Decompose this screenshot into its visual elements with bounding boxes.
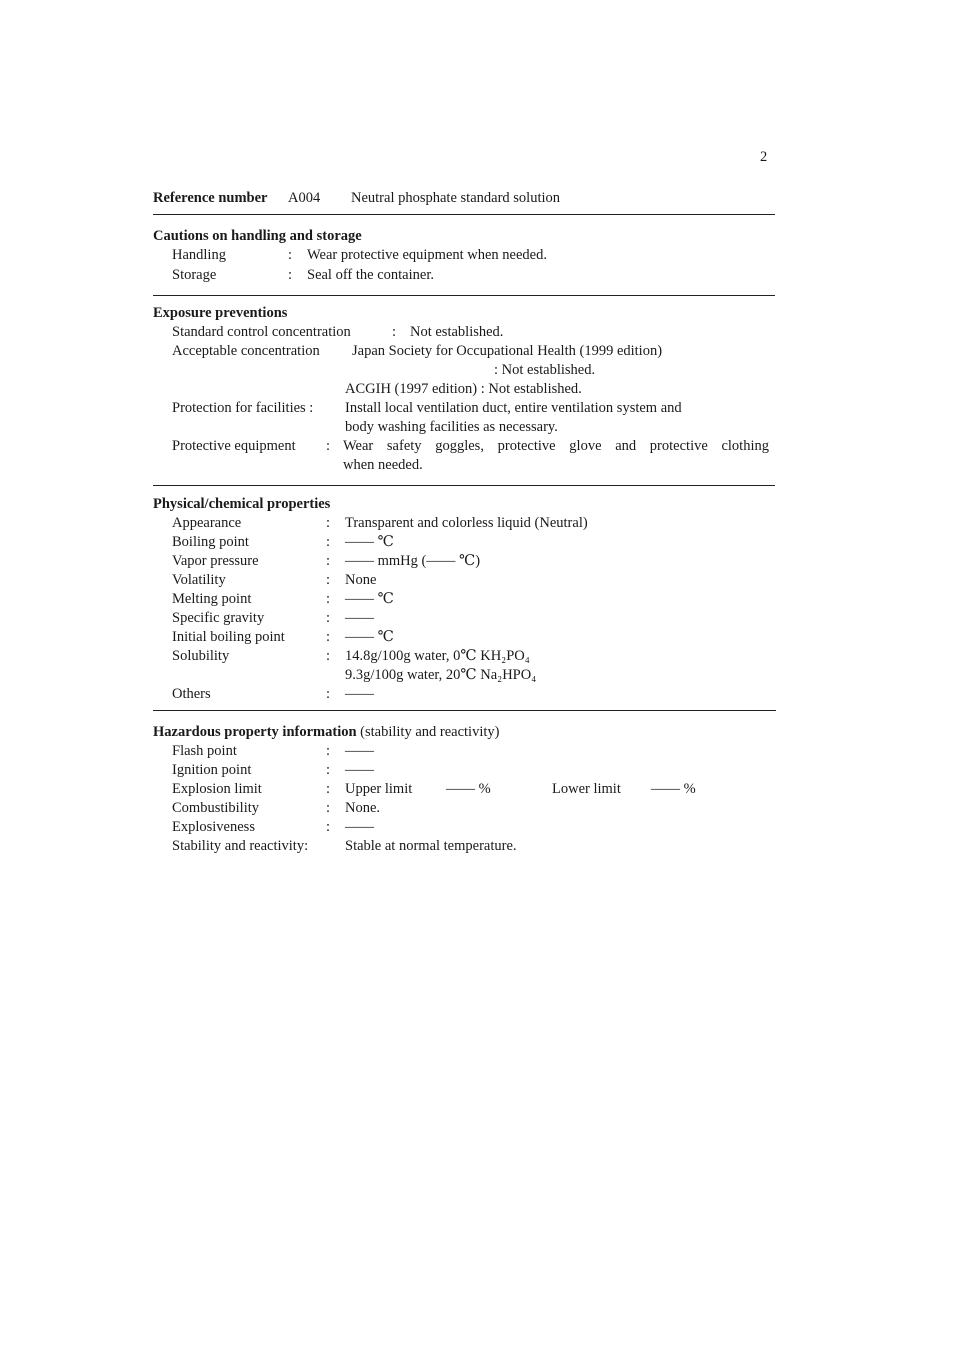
initial-boiling-point-value: —— ℃ — [345, 629, 394, 645]
upper-limit-label: Upper limit — [345, 781, 413, 797]
solubility-label: Solubility — [172, 648, 230, 664]
upper-limit-value: —— % — [446, 781, 491, 797]
protection-facilities-label: Protection for facilities : — [172, 400, 314, 416]
acceptable-concentration-label: Acceptable concentration — [172, 343, 320, 359]
protective-equipment-value-1: Wear safety goggles, protective glove and protective clothing — [343, 438, 769, 454]
reference-number-label: Reference number — [153, 190, 268, 206]
colon: : — [326, 534, 331, 550]
divider — [153, 214, 775, 215]
specific-gravity-label: Specific gravity — [172, 610, 265, 626]
others-value: —— — [345, 686, 374, 702]
colon: : — [326, 819, 331, 835]
stability-reactivity-value: Stable at normal temperature. — [345, 838, 517, 854]
explosion-limit-label: Explosion limit — [172, 781, 262, 797]
colon: : — [326, 591, 331, 607]
solubility-value-1: 14.8g/100g water, 0℃ KH₂PO₄ — [345, 648, 530, 664]
appearance-label: Appearance — [172, 515, 242, 531]
colon: : — [326, 686, 331, 702]
explosiveness-label: Explosiveness — [172, 819, 255, 835]
melting-point-value: —— ℃ — [345, 591, 394, 607]
jsoh-reference: Japan Society for Occupational Health (1999 edition) — [352, 343, 663, 359]
colon: : — [326, 762, 331, 778]
colon: : — [326, 743, 331, 759]
cautions-section-title: Cautions on handling and storage — [153, 228, 362, 244]
handling-label: Handling — [172, 247, 226, 263]
protection-facilities-value-1: Install local ventilation duct, entire ventilation system and — [345, 400, 682, 416]
colon: : — [326, 553, 331, 569]
standard-control-value: Not established. — [410, 324, 504, 340]
volatility-value: None — [345, 572, 377, 588]
colon: : — [288, 267, 293, 283]
hazard-section-title — [153, 723, 499, 742]
flash-point-value: —— — [345, 743, 374, 759]
stability-reactivity-label: Stability and reactivity: — [172, 838, 309, 854]
protection-facilities-value-2: body washing facilities as necessary. — [345, 419, 558, 435]
jsoh-value: : Not established. — [494, 362, 596, 378]
volatility-label: Volatility — [172, 572, 226, 588]
exposure-section-title: Exposure preventions — [153, 305, 288, 321]
standard-control-label: Standard control concentration — [172, 324, 351, 340]
ignition-point-label: Ignition point — [172, 762, 252, 778]
colon: : — [326, 610, 331, 626]
storage-label: Storage — [172, 267, 217, 283]
boiling-point-label: Boiling point — [172, 534, 249, 550]
colon: : — [326, 648, 331, 664]
hazard-title-suffix: (stability and reactivity) — [360, 724, 500, 740]
explosiveness-value: —— — [345, 819, 374, 835]
ignition-point-value: —— — [345, 762, 374, 778]
reference-code: A004 — [288, 190, 321, 206]
combustibility-label: Combustibility — [172, 800, 260, 816]
solubility-value-2: 9.3g/100g water, 20℃ Na₂HPO₄ — [345, 667, 537, 683]
divider — [153, 710, 776, 711]
appearance-value: Transparent and colorless liquid (Neutral) — [345, 515, 588, 531]
lower-limit-label: Lower limit — [552, 781, 621, 797]
flash-point-label: Flash point — [172, 743, 237, 759]
colon: : — [326, 800, 331, 816]
acgih-value: ACGIH (1997 edition) : Not established. — [345, 381, 582, 397]
melting-point-label: Melting point — [172, 591, 252, 607]
colon: : — [288, 247, 293, 263]
initial-boiling-point-label: Initial boiling point — [172, 629, 285, 645]
protective-equipment-label: Protective equipment — [172, 438, 296, 454]
colon: : — [326, 629, 331, 645]
storage-value: Seal off the container. — [307, 267, 434, 283]
others-label: Others — [172, 686, 211, 702]
specific-gravity-value: —— — [345, 610, 374, 626]
handling-value: Wear protective equipment when needed. — [307, 247, 547, 263]
vapor-pressure-value: —— mmHg (—— ℃) — [345, 553, 481, 569]
product-name: Neutral phosphate standard solution — [351, 190, 560, 206]
physical-section-title: Physical/chemical properties — [153, 496, 331, 512]
protective-equipment-value-2: when needed. — [343, 457, 423, 473]
boiling-point-value: —— ℃ — [345, 534, 394, 550]
colon: : — [326, 515, 331, 531]
lower-limit-value: —— % — [651, 781, 696, 797]
colon: : — [392, 324, 397, 340]
vapor-pressure-label: Vapor pressure — [172, 553, 259, 569]
colon: : — [326, 781, 331, 797]
colon: : — [326, 572, 331, 588]
divider — [153, 485, 775, 486]
hazard-title-main: Hazardous property information — [153, 724, 357, 740]
combustibility-value: None. — [345, 800, 381, 816]
colon: : — [326, 438, 331, 454]
divider — [153, 295, 775, 296]
page-number: 2 — [760, 149, 768, 165]
